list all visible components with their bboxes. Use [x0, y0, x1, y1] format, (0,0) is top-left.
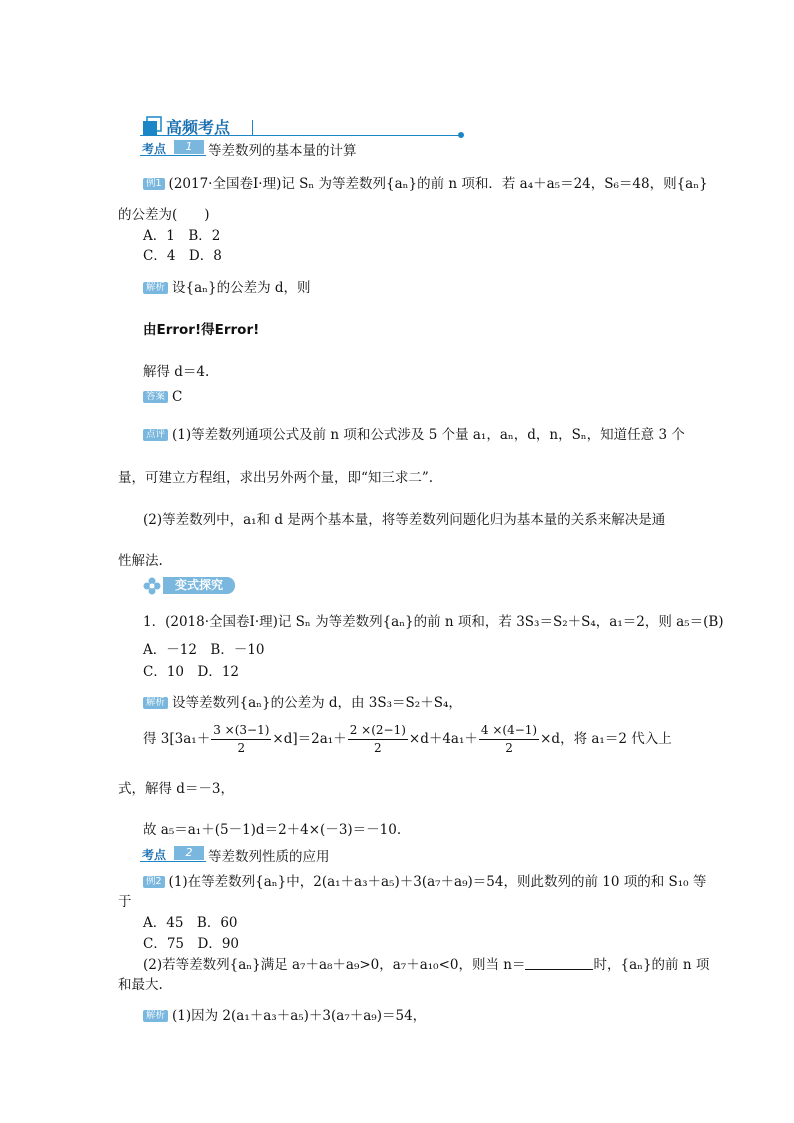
- example-tag: 例2: [143, 876, 165, 888]
- point-badge: 考点: [142, 142, 167, 156]
- fraction-1-denominator: 2: [237, 741, 246, 755]
- example-2-question-2: [143, 953, 709, 973]
- example-1-options-cd: C．4 D．8: [143, 248, 222, 264]
- comment-text: (1)等差数列通项公式及前 n 项和公式涉及 5 个量 a₁，aₙ，d，n，Sₙ，知道任意 3 个: [172, 427, 685, 443]
- formula-prefix: 得 3[3a₁＋: [143, 731, 211, 747]
- example-2-options-ab: A．45 B．60: [143, 915, 238, 931]
- example-1-line-1: [143, 172, 708, 192]
- solution-2-line-1: [143, 1004, 426, 1024]
- solution-2-text: (1)因为 2(a₁＋a₃＋a₅)＋3(a₇＋a₉)＝54，: [172, 1008, 427, 1024]
- section-header: [140, 114, 470, 136]
- section-title: 高频考点: [166, 118, 231, 137]
- solution-tag: 解析: [143, 1010, 168, 1022]
- comment-p2-line-1: (2)等差数列中，a₁和 d 是两个基本量，将等差数列问题化归为基本量的关系来解决是通: [143, 512, 666, 528]
- fraction-2-numerator: 2 ×(2−1): [348, 722, 408, 740]
- point-badge: 考点: [142, 848, 167, 862]
- variant-1-solution-text: 设等差数列{aₙ}的公差为 d，由 3S₃＝S₂＋S₄，: [172, 695, 462, 711]
- example-1-options-ab: A．1 B．2: [143, 228, 221, 244]
- example-2-question-2-text: (2)若等差数列{aₙ}满足 a₇＋a₈＋a₉>0，a₇＋a₁₀<0，则当 n＝: [143, 957, 526, 973]
- answer-tag: 答案: [143, 391, 168, 403]
- example-1-question: (2017·全国卷Ⅰ·理)记 Sₙ 为等差数列{aₙ}的前 n 项和．若 a₄＋a₅＝24，S₆＝48，则{aₙ}: [168, 176, 708, 192]
- answer-text: C: [172, 389, 183, 405]
- variant-1-solution-line-1: [143, 691, 462, 711]
- flower-icon: [143, 577, 161, 595]
- point-underline: [140, 155, 206, 156]
- example-2-question-2-suffix: 时，{aₙ}的前 n 项: [593, 957, 710, 973]
- fraction-2: [348, 722, 408, 757]
- point-number: 2: [174, 846, 204, 860]
- solution-1-line-1: [143, 276, 311, 296]
- variant-1-options-ab: A．－12 B．－10: [143, 642, 265, 658]
- section-header-icon: [142, 116, 162, 136]
- formula-middle-1: ×d]＝2a₁＋: [272, 731, 347, 747]
- point-number: 1: [174, 140, 204, 154]
- formula-suffix: ×d，将 a₁＝2 代入上: [540, 731, 672, 747]
- comment-p1-line-1: [143, 423, 685, 443]
- solution-1-line-3: 解得 d＝4.: [143, 364, 210, 380]
- variant-title: 变式探究: [163, 577, 235, 594]
- point-title: 等差数列的基本量的计算: [208, 143, 357, 159]
- variant-1-formula: [143, 722, 672, 757]
- fraction-3: [479, 722, 539, 757]
- section-dot: [458, 132, 464, 138]
- solution-1-text: 设{aₙ}的公差为 d，则: [172, 280, 311, 296]
- example-2-options-cd: C．75 D．90: [143, 936, 240, 952]
- example-1-question-cont: 的公差为( ): [118, 207, 210, 223]
- example-tag: 例1: [143, 178, 165, 190]
- comment-p2-line-2: 性解法.: [118, 553, 163, 569]
- answer-blank[interactable]: [525, 957, 593, 970]
- example-2-question: (1)在等差数列{aₙ}中，2(a₁＋a₃＋a₅)＋3(a₇＋a₉)＝54，则此数列的前 10 项的和 S₁₀ 等: [168, 874, 707, 890]
- fraction-1: [211, 722, 271, 757]
- point-title: 等差数列性质的应用: [208, 849, 330, 865]
- formula-middle-2: ×d＋4a₁＋: [408, 731, 478, 747]
- variant-1-solution-line-3: 式，解得 d＝－3，: [118, 781, 235, 797]
- variant-1-solution-line-4: 故 a₅＝a₁＋(5－1)d＝2＋4×(－3)＝－10.: [143, 822, 402, 838]
- answer-1: [143, 389, 182, 405]
- comment-tag: 点评: [143, 429, 168, 441]
- fraction-2-denominator: 2: [373, 741, 382, 755]
- fraction-1-numerator: 3 ×(3−1): [211, 722, 271, 740]
- example-2-question-2-cont: 和最大.: [118, 977, 163, 993]
- fraction-3-denominator: 2: [505, 741, 513, 755]
- variant-1-options-cd: C．10 D．12: [143, 664, 240, 680]
- solution-tag: 解析: [143, 282, 168, 294]
- section-underline: [140, 135, 460, 136]
- example-2-question-cont: 于: [118, 894, 132, 910]
- solution-1-line-2: 由Error!得Error!: [143, 322, 260, 338]
- point-underline: [140, 861, 206, 862]
- section-divider-tick: [252, 120, 253, 135]
- fraction-3-numerator: 4 ×(4−1): [479, 722, 539, 740]
- variant-1-question: 1．(2018·全国卷Ⅰ·理)记 Sₙ 为等差数列{aₙ}的前 n 项和，若 3S₃＝S₂＋S₄，a₁＝2，则 a₅＝(B): [143, 614, 724, 630]
- comment-p1-line-2: 量，可建立方程组，求出另外两个量，即“知三求二”.: [118, 470, 434, 486]
- example-2-line-1: [143, 870, 706, 890]
- solution-tag: 解析: [143, 697, 168, 709]
